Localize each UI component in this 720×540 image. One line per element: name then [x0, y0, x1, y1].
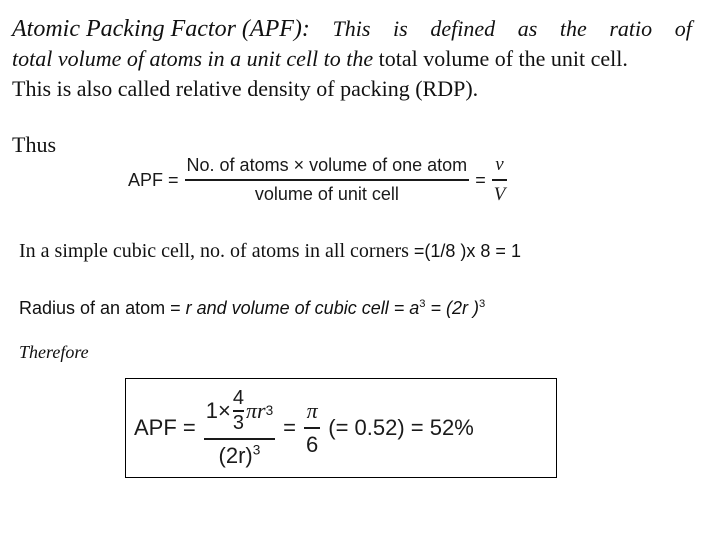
pi-over-six: [304, 398, 320, 458]
fraction-denominator: volume of unit cell: [254, 183, 399, 204]
exponent: 3: [478, 298, 486, 310]
simple-cubic-count: =(1/8 )x 8 = 1: [413, 241, 521, 261]
apf-result-formula: [134, 383, 474, 473]
four: 4: [232, 387, 244, 409]
apf-result-value: (= 0.52) = 52%: [328, 415, 474, 440]
formula-equals: =: [475, 169, 486, 190]
simple-cubic-line: [19, 240, 521, 263]
three: 3: [232, 412, 244, 434]
fraction-v: v: [495, 154, 504, 176]
definition-line-1: [12, 14, 692, 44]
word: as: [517, 16, 538, 41]
exponent: 3: [252, 442, 261, 458]
fraction-numerator: No. of atoms × volume of one atom: [186, 155, 468, 176]
fraction-denominator: [217, 440, 263, 469]
apf-result-box: [125, 378, 557, 478]
fraction-vV: [492, 154, 508, 206]
simple-cubic-text: In a simple cubic cell, no. of atoms in all corners: [19, 240, 414, 262]
word: ratio: [609, 16, 653, 41]
apf-formula: [128, 152, 507, 208]
fraction-main: [185, 155, 470, 205]
radius-italic: r and volume of cubic cell = a: [185, 298, 420, 318]
pi-r: πr: [245, 398, 266, 423]
word: of: [674, 16, 692, 41]
word: the: [559, 16, 587, 41]
word: This: [332, 16, 371, 41]
definition-paragraph: [12, 14, 692, 104]
definition-line-3: This is also called relative density of packing (RDP).: [12, 76, 479, 101]
thus-label: Thus: [12, 132, 56, 157]
word: is: [393, 16, 408, 41]
word: defined: [430, 16, 496, 41]
apf-term: Atomic Packing Factor (APF):: [12, 16, 310, 42]
therefore-label: Therefore: [19, 342, 89, 362]
line2-normal: total volume of the unit cell.: [373, 46, 628, 71]
four-thirds: [233, 387, 244, 435]
definition-line-2: [12, 44, 692, 74]
radius-text: Radius of an atom =: [19, 298, 186, 318]
radius-line: [19, 298, 485, 319]
one-times: 1×: [205, 398, 231, 423]
fraction-V: V: [493, 183, 506, 205]
two-r: (2r): [218, 443, 253, 468]
formula-lhs: APF =: [128, 169, 179, 190]
formula-lhs: APF =: [134, 415, 196, 440]
formula-equals: =: [283, 415, 296, 440]
six: 6: [306, 432, 319, 457]
exponent: 3: [419, 298, 426, 310]
fraction-main: [204, 387, 275, 469]
radius-italic-mid: = (2r ): [425, 298, 479, 318]
fraction-numerator: 1× $\frac{4}{3}$ πr 3: [205, 387, 274, 434]
line2-italic: total volume of atoms in a unit cell to the: [12, 46, 374, 71]
pi: π: [306, 398, 318, 423]
